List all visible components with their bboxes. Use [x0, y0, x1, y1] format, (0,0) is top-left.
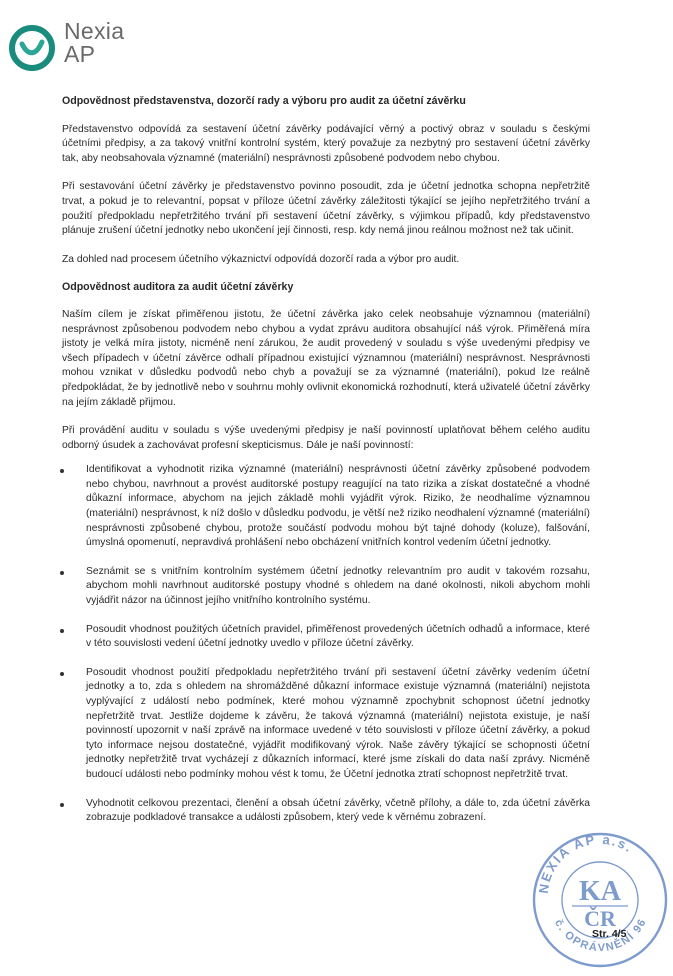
svg-text:ČR: ČR: [584, 906, 616, 931]
paragraph-3: Za dohled nad procesem účetního výkaznictví odpovídá dozorčí rada a výbor pro audit.: [62, 253, 460, 265]
section-heading-board-responsibility: Odpovědnost představenstva, dozorčí rady a výboru pro audit za účetní závěrku: [62, 95, 466, 107]
main-content: [62, 94, 590, 840]
auditor-duties-list: [62, 463, 590, 825]
paragraph-4: Naším cílem je získat přiměřenou jistotu, že účetní závěrka jako celek neobsahuje významnou (materiální) nesprávnost způsobenou podvodem nebo chybou a vydat zprávu auditora obsahující náš výrok. Přiměřená míra jistoty je velká míra jistoty, nicméně není zárukou, že audit provedený v souladu s výše uvedenými předpisy ve všech případech v účetní závěrce odhalí případnou existující významnou (materiální) nesprávnost. Nesprávnosti mohou vznikat v důsledku podvodů nebo chyb a považují se za významné (materiální), pokud lze reálně předpokládat, že by jednotlivě nebo v souhrnu mohly ovlivnit ekonomická rozhodnutí, která uživatelé účetní závěrky na jejím základě přijmou.: [62, 308, 590, 408]
paragraph-5: Při provádění auditu v souladu s výše uvedenými předpisy je naší povinností uplatňovat během celého auditu odborný úsudek a zachovávat profesní skepticismus. Dále je naší povinností:: [62, 425, 590, 451]
list-item: Seznámit se s vnitřním kontrolním systémem účetní jednotky relevantním pro audit v takovém rozsahu, abychom mohli navrhnout auditorské postupy vhodné s ohledem na dané okolnosti, nikoli abychom mohli vyjádřit názor na účinnost jejího vnitřního kontrolního systému.: [62, 565, 590, 609]
paragraph-1: Představenstvo odpovídá za sestavení účetní závěrky podávající věrný a poctivý obraz v souladu s českými účetními předpisy, a za takový vnitřní kontrolní systém, který považuje za nezbytný pro sestavení účetní závěrky tak, aby neobsahovala významné (materiální) nesprávnosti způsobené podvodem nebo chybou.: [62, 123, 590, 164]
svg-text:KA: KA: [579, 876, 621, 907]
list-item: Posoudit vhodnost použití předpokladu nepřetržitého trvání při sestavení účetní závěrky vedením účetní jednotky a to, zda s ohledem na shromážděné důkazní informace existuje významná (materiální) nejistota vyplývající z událostí nebo podmínek, které mohou významně zpochybnit schopnost účetní jednotky nepřetržitě trvat. Jestliže dojdeme k závěru, že taková významná (materiální) nejistota existuje, je naší povinností upozornit v naší zprávě na informace uvedené v této souvislosti v příloze účetní závěrky, a pokud tyto informace nejsou dostatečné, vyjádřit modifikovaný výrok. Naše závěry týkající se schopnosti účetní jednotky nepřetržitě trvat vycházejí z důkazních informací, které jsme získali do data naší zprávy. Nicméně budoucí události nebo podmínky mohou vést k tomu, že Účetní jednotka ztratí schopnost nepřetržitě trvat.: [62, 666, 590, 783]
logo-line1: Nexia: [64, 18, 125, 44]
official-stamp: [526, 820, 672, 972]
page-number: Str. 4/5: [592, 928, 627, 940]
list-item: Identifikovat a vyhodnotit rizika významné (materiální) nesprávnosti účetní závěrky způsobené podvodem nebo chybou, navrhnout a provést auditorské postupy reagující na tato rizika a získat dostatečné a vhodné důkazní informace, abychom na jejich základě mohli vyjádřit výrok. Riziko, že neodhalíme významnou (materiální) nesprávnost, k níž došlo v důsledku podvodu, je větší než riziko neodhalení významné (materiální) nesprávnosti způsobené chybou, protože součástí podvodu mohou být tajné dohody (koluze), falšování, úmyslná opomenutí, nepravdivá prohlášení nebo obcházení vnitřních kontrol vedením účetní jednotky.: [62, 463, 590, 551]
logo-wordmark: [64, 20, 124, 66]
paragraph-2: Při sestavování účetní závěrky je představenstvo povinno posoudit, zda je účetní jednotka schopna nepřetržitě trvat, a pokud je to relevantní, popsat v příloze účetní závěrky záležitosti týkající se jejího nepřetržitého trvání a použití předpokladu nepřetržitého trvání při sestavení účetní závěrky, s výjimkou případů, kdy představenstvo plánuje zrušení účetní jednotky nebo ukončení její činnosti, resp. kdy nemá jinou reálnou možnost než tak učinit.: [62, 181, 590, 237]
nexia-logo-icon: [8, 24, 56, 72]
list-item: Posoudit vhodnost použitých účetních pravidel, přiměřenost provedených účetních odhadů a informace, které v této souvislosti vedení účetní jednotky uvedlo v příloze účetní závěrky.: [62, 623, 590, 652]
svg-text:č. OPRÁVNĚNÍ 96: č. OPRÁVNĚNÍ 96: [552, 916, 650, 955]
logo-line2: AP: [64, 41, 96, 67]
svg-text:NEXIA AP a.s.: NEXIA AP a.s.: [535, 831, 637, 895]
list-item: Vyhodnotit celkovou prezentaci, členění a obsah účetní závěrky, včetně přílohy, a dále to, zda účetní závěrka zobrazuje podkladové transakce a události způsobem, který vede k věrnému zobrazení.: [62, 797, 590, 826]
section-heading-auditor-responsibility: Odpovědnost auditora za audit účetní závěrky: [62, 281, 294, 294]
company-logo: [8, 20, 158, 70]
